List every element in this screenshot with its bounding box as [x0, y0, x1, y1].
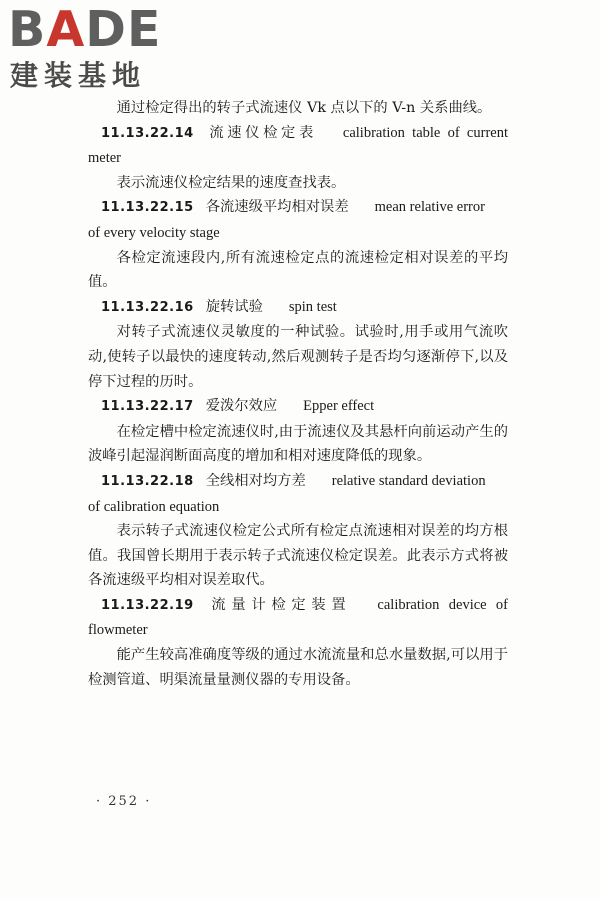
- entry-term-en: spin test: [288, 298, 337, 315]
- entry-term-zh: 旋转试验: [205, 298, 263, 315]
- entry-number: 11.13.22.14: [101, 125, 194, 141]
- entry-term-en: Epper effect: [303, 398, 375, 415]
- entry-term-en: calibration table of current meter: [88, 124, 508, 167]
- entry-number: 11.13.22.15: [101, 200, 194, 216]
- entry-number: 11.13.22.17: [101, 399, 194, 415]
- entry-heading: [88, 469, 508, 495]
- entry-definition: 能产生较高准确度等级的通过水流流量和总水量数据,可以用于检测管道、明渠流量量测仪器的专用设备。: [88, 647, 508, 688]
- logo-wordmark: BADE: [8, 1, 162, 58]
- entry-definition: 在检定槽中检定流速仪时,由于流速仪及其悬杆向前运动产生的波峰引起湿润断面高度的增加和相对速度降低的现象。: [88, 423, 508, 465]
- entry-term-en-continued: of calibration equation: [88, 498, 220, 515]
- entry-term-en: mean relative error: [374, 199, 485, 216]
- entry-definition: 各检定流速段内,所有流速检定点的流速检定相对误差的平均值。: [88, 249, 508, 291]
- entry-11-13-22-18: [88, 469, 508, 593]
- entry-definition: 表示转子式流速仪检定公式所有检定点流速相对误差的均方根值。我国曾长期用于表示转子式流速仪检定误差。此表示方式将被各流速级平均相对误差取代。: [88, 523, 508, 589]
- entry-definition: 表示流速仪检定结果的速度查找表。: [116, 174, 346, 191]
- entry-11-13-22-16: [88, 295, 508, 394]
- entry-number: 11.13.22.19: [101, 597, 194, 613]
- entry-term-zh: 流速仪检定表: [205, 124, 317, 141]
- entry-number: 11.13.22.18: [101, 473, 194, 489]
- entry-term-zh: 流量计检定装置: [205, 596, 352, 613]
- intro-line: 通过检定得出的转子式流速仪 Vk 点以下的 V-n 关系曲线。: [116, 100, 492, 116]
- entry-11-13-22-14: [88, 121, 508, 196]
- entry-number: 11.13.22.16: [101, 299, 194, 315]
- entry-heading: [88, 394, 508, 420]
- page-number: · 252 ·: [96, 794, 152, 809]
- entry-term-zh: 爱泼尔效应: [205, 398, 278, 415]
- entry-heading: [88, 295, 508, 321]
- entry-definition: 对转子式流速仪灵敏度的一种试验。试验时,用手或用气流吹动,使转子以最快的速度转动,然后观测转子是否均匀逐渐停下,以及停下过程的历时。: [88, 324, 508, 390]
- entry-term-zh: 各流速级平均相对误差: [205, 199, 349, 216]
- entry-heading: [88, 195, 508, 221]
- entry-11-13-22-19: [88, 593, 508, 692]
- logo-subtitle: 建装基地: [10, 59, 147, 92]
- bade-logo: [8, 1, 178, 96]
- entry-heading: [88, 121, 508, 171]
- entry-term-en: relative standard deviation: [331, 472, 486, 489]
- page-content: [88, 96, 508, 692]
- entry-heading: [88, 593, 508, 643]
- entry-term-en: calibration device of flowmeter: [88, 596, 508, 639]
- entry-term-zh: 全线相对均方差: [205, 472, 306, 489]
- entry-11-13-22-15: [88, 195, 508, 294]
- entry-11-13-22-17: [88, 394, 508, 469]
- entry-term-en-continued: of every velocity stage: [88, 224, 220, 241]
